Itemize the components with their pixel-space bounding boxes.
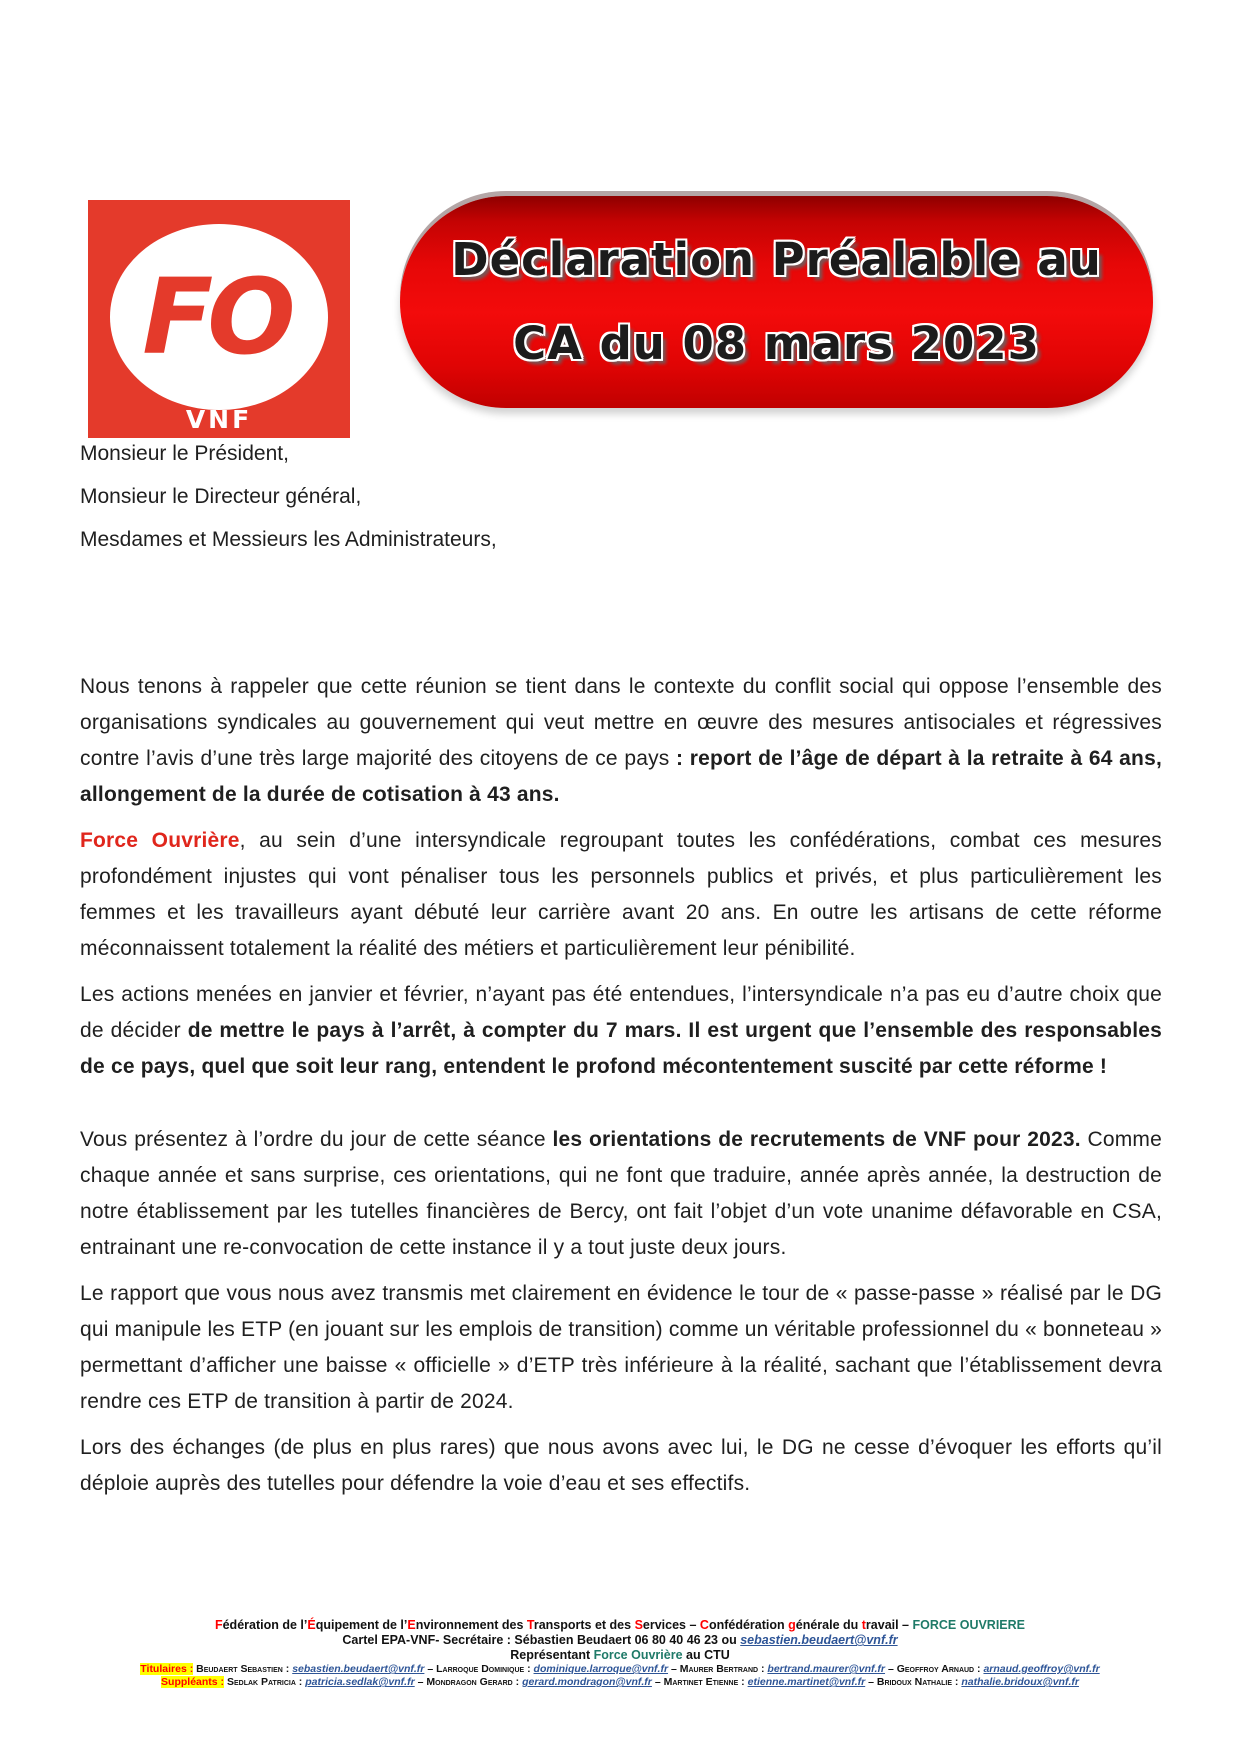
text-run: Suppléants : [161, 1676, 225, 1688]
text-run: édération de l’ [222, 1618, 308, 1632]
text-run: Comme chaque année et sans surprise, ces orientations, qui ne font que traduire, année après année, la destruction de notre établissement par les tutelles financières de Bercy, ont fait l’objet d’un vote unanime défavorable en CSA, entrainant une re-convocation de cette instance il y a tout juste deux jours. [80, 1128, 1162, 1259]
paragraph-force-ouvriere [80, 823, 1162, 967]
text-run: FORCE OUVRIERE [912, 1618, 1026, 1632]
text-run: Force Ouvrière [80, 829, 240, 852]
salutation-president: Monsieur le Président, [80, 442, 289, 465]
footer-suppleants-line [0, 1676, 1240, 1689]
letter-body [80, 443, 1162, 1512]
text-run: Maurer Bertrand [679, 1663, 759, 1675]
text-run: – [651, 1676, 664, 1688]
text-run: g [788, 1618, 796, 1632]
email-link[interactable]: bertrand.maurer@vnf.fr [767, 1663, 886, 1675]
text-run: onfédération [708, 1618, 789, 1632]
text-run: S [634, 1618, 643, 1632]
text-run: Bridoux Nathalie [876, 1676, 953, 1688]
email-link[interactable]: patricia.sedlak@vnf.fr [305, 1676, 415, 1688]
paragraph-ordre-du-jour [80, 1122, 1162, 1266]
text-run: : [512, 1676, 523, 1688]
text-run: Sedlak Patricia [226, 1676, 296, 1688]
text-run: : [282, 1663, 293, 1675]
text-run: Le rapport que vous nous avez transmis met clairement en évidence le tour de « passe-passe » réalisé par le DG qui manipule les ETP (en jouant sur les emplois de transition) comme un véritable professionnel du « bonneteau » permettant d’afficher une baisse « officielle » d’ETP très inférieure à la réalité, sachant que l’établissement devra rendre ces ETP de transition à partir de 2024. [80, 1282, 1162, 1413]
paragraph-contexte [80, 669, 1162, 813]
text-run: Martinet Etienne [663, 1676, 739, 1688]
text-run: É [307, 1618, 316, 1632]
salutation-directeur: Monsieur le Directeur général, [80, 485, 362, 508]
text-run: – [865, 1676, 877, 1688]
text-run: – [885, 1663, 897, 1675]
text-run: : [758, 1663, 768, 1675]
text-run: Titulaires : [140, 1663, 194, 1675]
email-link[interactable]: nathalie.bridoux@vnf.fr [961, 1676, 1079, 1688]
text-run: : [952, 1676, 962, 1688]
text-run: t [861, 1618, 866, 1632]
text-run: les orientations de recrutements de VNF pour 2023. [552, 1128, 1081, 1151]
footer-representant-line [0, 1648, 1240, 1663]
text-run: T [526, 1618, 534, 1632]
salutation-administrateurs: Mesdames et Messieurs les Administrateurs, [80, 528, 497, 551]
document-footer [0, 1618, 1240, 1689]
text-run: – [414, 1676, 427, 1688]
title-line-2: CA du 08 mars 2023 [513, 317, 1040, 370]
text-run: : [524, 1663, 534, 1675]
footer-cartel-line [0, 1633, 1240, 1648]
text-run: énérale du [795, 1618, 862, 1632]
text-run: Cartel EPA-VNF- Secrétaire : Sébastien Beudaert 06 80 40 46 23 ou [342, 1633, 741, 1647]
logo-fo-text: FO [142, 256, 290, 378]
text-run: Lors des échanges (de plus en plus rares) que nous avons avec lui, le DG ne cesse d’évoquer les efforts qu’il déploie auprès des tutelles pour défendre la voie d’eau et ses effectifs. [80, 1436, 1162, 1495]
text-run: quipement de l’ [315, 1618, 408, 1632]
text-run: : report de l’âge de départ à la retraite à 64 ans, allongement de la durée de cotisation à 43 ans. [80, 747, 1162, 806]
text-run: Vous présentez à l’ordre du jour de cette séance [80, 1128, 553, 1151]
email-link[interactable]: arnaud.geoffroy@vnf.fr [983, 1663, 1100, 1675]
email-link[interactable]: gerard.mondragon@vnf.fr [522, 1676, 652, 1688]
email-link[interactable]: dominique.larroque@vnf.fr [533, 1663, 669, 1675]
title-banner [400, 196, 1153, 408]
text-run: Beudaert Sebastien [196, 1663, 283, 1675]
text-run: : [974, 1663, 984, 1675]
email-link[interactable]: sebastien.beudaert@vnf.fr [292, 1663, 425, 1675]
text-run: Larroque Dominique [436, 1663, 525, 1675]
paragraph-rapport [80, 1276, 1162, 1420]
logo-oval [110, 224, 328, 410]
text-run: ravail – [865, 1618, 913, 1632]
text-run: au CTU [682, 1648, 730, 1662]
text-run: , au sein d’une intersyndicale regroupant toutes les confédérations, combat ces mesures profondément injustes qui vont pénaliser tous les personnels publics et privés, et plus particulièrement les femmes et les travailleurs ayant débuté leur carrière avant 20 ans. En outre les artisans de cette réforme méconnaissent totalement la réalité des métiers et particulièrement leur pénibilité. [80, 829, 1162, 960]
paragraph-actions [80, 977, 1162, 1085]
text-run: F [214, 1618, 223, 1632]
text-run: – [668, 1663, 680, 1675]
text-run: – [424, 1663, 437, 1675]
logo-vnf-text: VNF [185, 405, 253, 434]
text-run: nvironnement des [415, 1618, 527, 1632]
text-run: E [407, 1618, 416, 1632]
text-run: Force Ouvrière [593, 1648, 683, 1662]
email-link[interactable]: etienne.martinet@vnf.fr [747, 1676, 866, 1688]
document-title [451, 218, 1102, 386]
text-run: Les actions menées en janvier et février, n’ayant pas été entendues, l’intersyndicale n’a pas eu d’autre choix que de décider [80, 983, 1162, 1042]
text-run: ervices – [642, 1618, 700, 1632]
footer-titulaires-line [0, 1663, 1240, 1676]
text-run: C [699, 1618, 709, 1632]
text-run: : [738, 1676, 748, 1688]
text-run: Geoffroy Arnaud [896, 1663, 975, 1675]
text-run: Nous tenons à rappeler que cette réunion se tient dans le contexte du conflit social qui oppose l’ensemble des organisations syndicales au gouvernement qui veut mettre en œuvre des mesures antisociales et régressives contre l’avis d’une très large majorité des citoyens de ce pays [80, 675, 1162, 770]
email-link[interactable]: sebastien.beudaert@vnf.fr [740, 1633, 898, 1647]
text-run: Mondragon Gerard [426, 1676, 513, 1688]
text-run: de mettre le pays à l’arrêt, à compter du 7 mars. Il est urgent que l’ensemble des responsables de ce pays, quel que soit leur rang, entendent le profond mécontentement suscité par cette réforme ! [80, 1019, 1162, 1078]
text-run: ransports et des [533, 1618, 635, 1632]
text-run: Représentant [510, 1648, 594, 1662]
title-line-1: Déclaration Préalable au [451, 233, 1102, 286]
footer-federation-line [0, 1618, 1240, 1633]
text-run: : [295, 1676, 306, 1688]
paragraph-echanges [80, 1430, 1162, 1502]
fo-vnf-logo [88, 200, 350, 438]
